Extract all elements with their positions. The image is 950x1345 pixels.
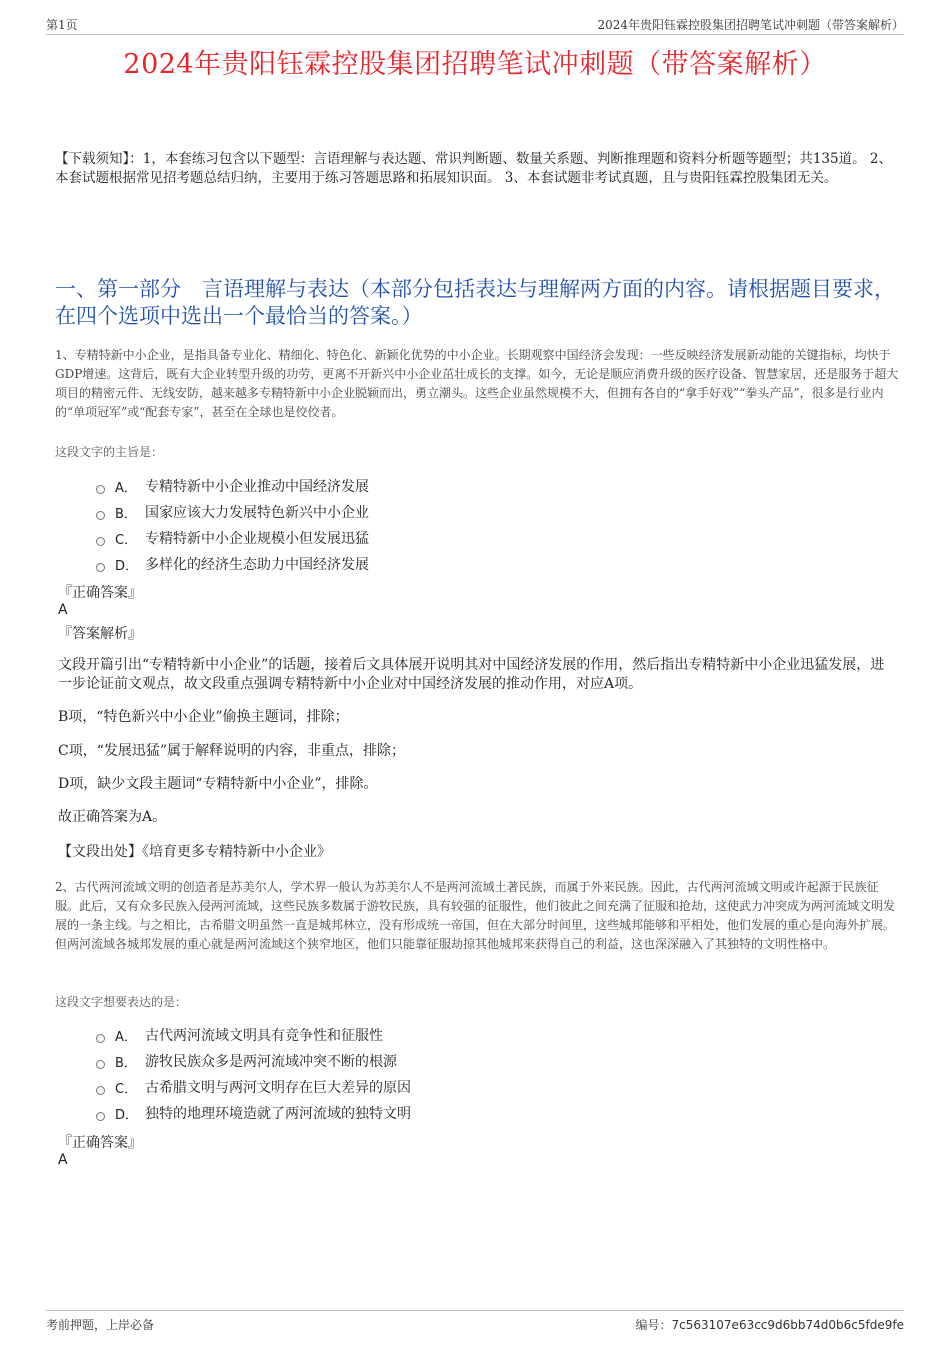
- question-1-option-b[interactable]: B． 国家应该大力发展特色新兴中小企业: [96, 499, 369, 525]
- page-header: [46, 14, 904, 35]
- radio-icon[interactable]: [96, 537, 105, 546]
- question-2-options: [96, 1022, 411, 1126]
- question-1-passage: 1、专精特新中小企业，是指具备专业化、精细化、特色化、新颖化优势的中小企业。长期观察中国经济会发现：一些反映经济发展新动能的关键指标，均快于GDP增速。这背后，既有大企业转型升级的功劳，更离不开新兴中小企业茁壮成长的支撑。如今，无论是顺应消费升级的医疗设备、智慧家居，还是服务于超大项目的精密元件、无线安防，越来越多专精特新中小企业脱颖而出，勇立潮头。这些企业虽然规模不大，但拥有各自的“拿手好戏”“拳头产品”，很多是行业内的“单项冠军”或“配套专家”，甚至在全球也是佼佼者。: [55, 348, 899, 419]
- radio-icon[interactable]: [96, 485, 105, 494]
- question-2-option-d[interactable]: D． 独特的地理环境造就了两河流域的独特文明: [96, 1100, 411, 1126]
- radio-icon[interactable]: [96, 511, 105, 520]
- question-2-option-c[interactable]: C． 古希腊文明与两河文明存在巨大差异的原因: [96, 1074, 411, 1100]
- question-1-answer: A: [58, 602, 68, 618]
- question-1-analysis-main: 文段开篇引出“专精特新中小企业”的话题，接着后文具体展开说明其对中国经济发展的作用，然后指出专精特新中小企业迅猛发展，进一步论证前文观点，故文段重点强调专精特新中小企业对中国经济发展的推动作用，对应A项。: [58, 657, 885, 692]
- question-1-prompt: 这段文字的主旨是：: [55, 445, 164, 459]
- download-notice: 【下载须知】：1，本套练习包含以下题型：言语理解与表达题、常识判断题、数量关系题、判断推理题和资料分析题等题型；共135道。 2、本套试题根据常见招考题总结归纳，主要用于练习答题思路和拓展知识面。 3、本套试题非考试真题，且与贵阳钰霖控股集团无关。: [55, 151, 892, 186]
- question-1-option-d[interactable]: D． 多样化的经济生态助力中国经济发展: [96, 551, 369, 577]
- radio-icon[interactable]: [96, 1034, 105, 1043]
- page-footer: [46, 1310, 904, 1333]
- radio-icon[interactable]: [96, 1060, 105, 1069]
- question-2-option-b[interactable]: B． 游牧民族众多是两河流域冲突不断的根源: [96, 1048, 411, 1074]
- question-1-analysis-d: D项，缺少文段主题词“专精特新中小企业”，排除。: [58, 776, 378, 792]
- footer-code: [636, 1316, 905, 1333]
- question-1-analysis-b: B项，“特色新兴中小企业”偷换主题词，排除；: [58, 709, 349, 725]
- section-title: 一、第一部分 言语理解与表达（本部分包括表达与理解两方面的内容。请根据题目要求，在四个选项中选出一个最恰当的答案。）: [55, 277, 895, 328]
- radio-icon[interactable]: [96, 1112, 105, 1121]
- question-1-analysis-conclusion: 故正确答案为A。: [58, 809, 167, 825]
- question-1-analysis-label: 『答案解析』: [58, 626, 142, 642]
- radio-icon[interactable]: [96, 563, 105, 572]
- header-doc-title: 2024年贵阳钰霖控股集团招聘笔试冲刺题（带答案解析）: [597, 18, 904, 32]
- question-1-answer-label: 『正确答案』: [58, 585, 142, 601]
- question-2-prompt: 这段文字想要表达的是：: [55, 995, 188, 1009]
- question-1-options: [96, 473, 369, 577]
- question-2-passage: 2、古代两河流域文明的创造者是苏美尔人，学术界一般认为苏美尔人不是两河流域土著民族，而属于外来民族。因此，古代两河流域文明或许起源于民族征服。此后，又有众多民族入侵两河流域，这些民族多数属于游牧民族，具有较强的征服性，他们彼此之间充满了征服和抢劫，这使武力冲突成为两河流域文明发展的一条主线。与之相比，古希腊文明虽然一直是城邦林立，没有形成统一帝国，但在大部分时间里，这些城邦能够和平相处，他们发展的重心是向海外扩展。但两河流域各城邦发展的重心就是两河流域这个狭窄地区，他们只能靠征服劫掠其他城邦来获得自己的利益，这也深深融入了其独特的文明性格中。: [55, 880, 896, 951]
- question-1-option-c[interactable]: C． 专精特新中小企业规模小但发展迅猛: [96, 525, 369, 551]
- footer-slogan: 考前押题，上岸必备: [46, 1318, 155, 1332]
- page-number: 第1页: [46, 18, 78, 32]
- question-2-answer: A: [58, 1152, 68, 1168]
- question-2-option-a[interactable]: A． 古代两河流域文明具有竞争性和征服性: [96, 1022, 411, 1048]
- question-1-option-a[interactable]: A． 专精特新中小企业推动中国经济发展: [96, 473, 369, 499]
- footer-code-value: 7c563107e63cc9d6bb74d0b6c5fde9fe: [671, 1318, 904, 1332]
- question-1-source: 【文段出处】《培育更多专精特新中小企业》: [58, 844, 331, 860]
- radio-icon[interactable]: [96, 1086, 105, 1095]
- question-2-answer-label: 『正确答案』: [58, 1135, 142, 1151]
- page-title: 2024年贵阳钰霖控股集团招聘笔试冲刺题（带答案解析）: [123, 49, 827, 80]
- question-1-analysis-c: C项，“发展迅猛”属于解释说明的内容，非重点，排除；: [58, 743, 406, 759]
- footer-code-label: 编号：: [635, 1318, 672, 1332]
